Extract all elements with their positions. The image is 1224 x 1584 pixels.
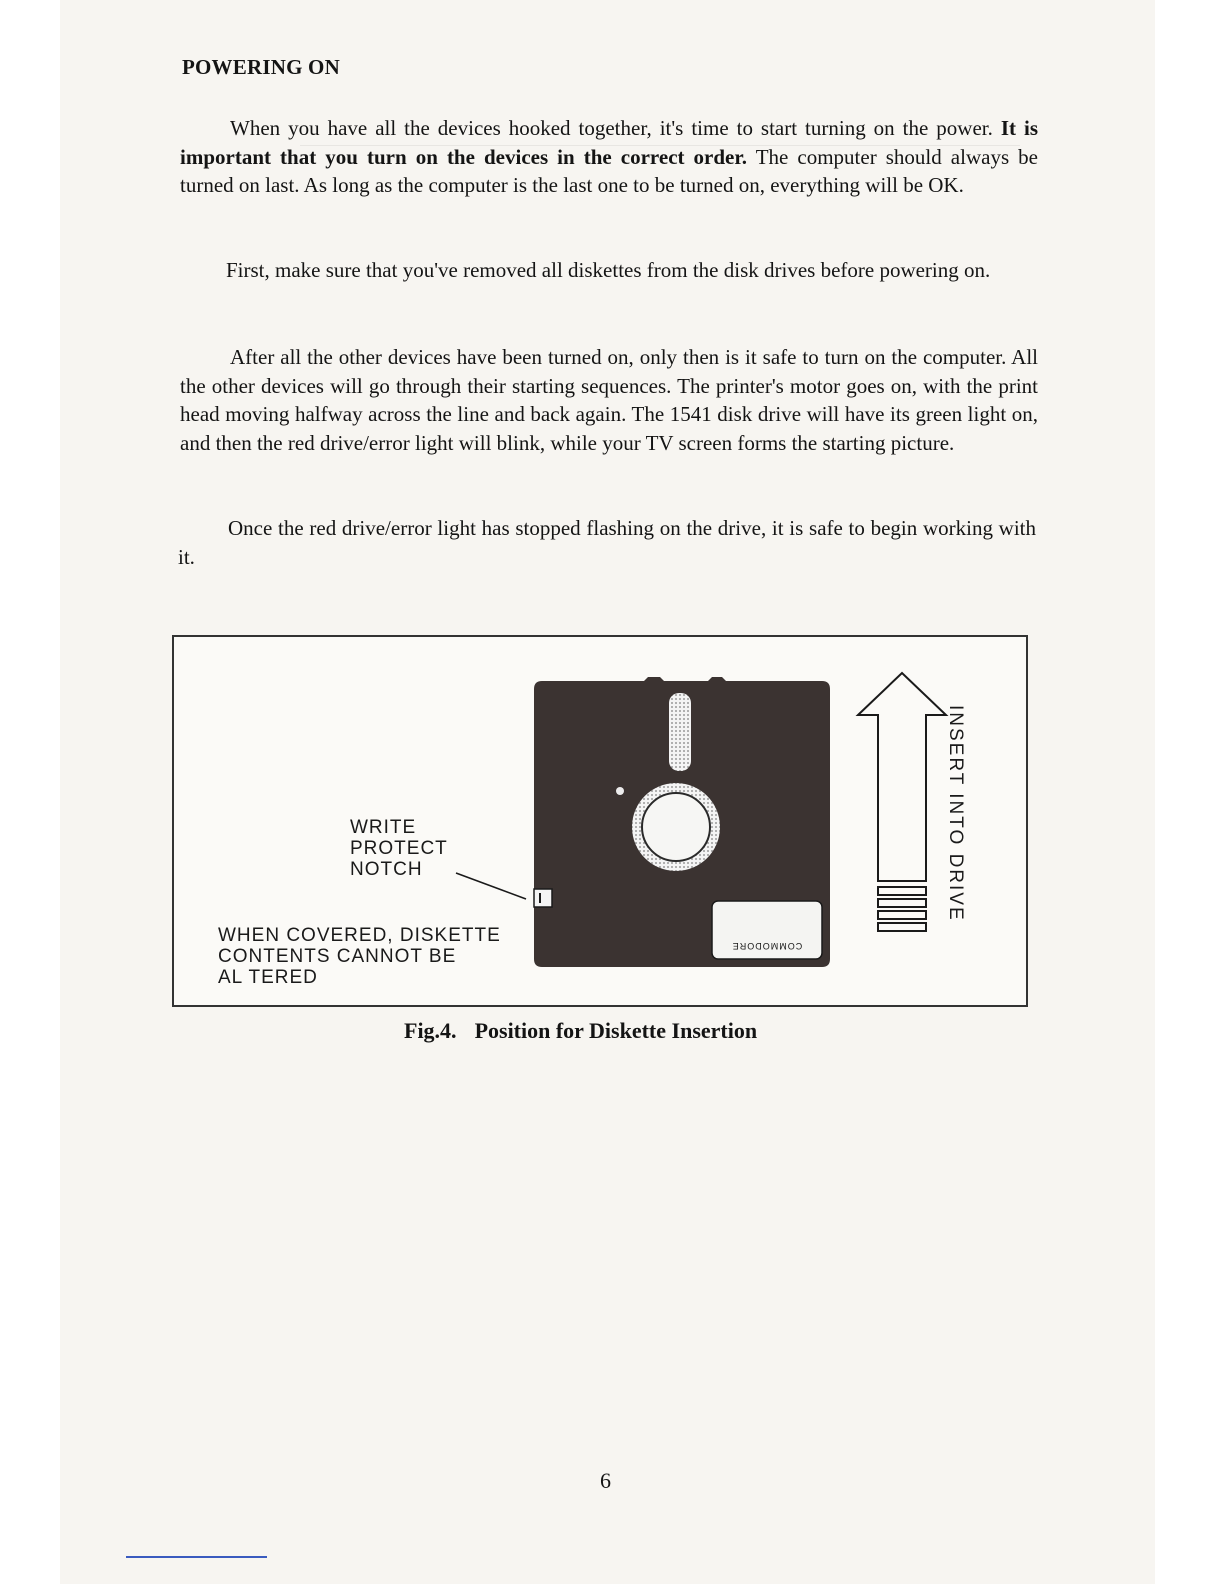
paragraph-power-order (180, 114, 1038, 200)
page-number: 6 (600, 1468, 611, 1493)
section-heading: POWERING ON (182, 55, 340, 79)
notch-pointer-line (456, 873, 526, 899)
paragraph-drive-ready: Once the red drive/error light has stopped flashing on the drive, it is safe to begin working with it. (178, 516, 1036, 569)
paragraph-text: The computer should always be turned on last. As long as the computer is the last one to be turned on, everything will be OK. (180, 144, 1038, 197)
insert-arrow-icon (858, 673, 946, 881)
paragraph-startup-sequence: After all the other devices have been turned on, only then is it safe to turn on the computer. All the other devices will go through their starting sequences. The printer's motor goes on, with the print head moving halfway across the line and back again. The 1541 disk drive will have its green light on, and then the red drive/error light will blink, while your TV screen forms the starting picture. (180, 345, 1038, 455)
insert-direction-label: INSERT INTO DRIVE (945, 705, 966, 922)
hub-opening (642, 793, 710, 861)
paragraph-remove-diskettes: First, make sure that you've removed all diskettes from the disk drives before powering on. (226, 258, 991, 282)
figure-title: Position for Diskette Insertion (474, 1018, 758, 1043)
diskette-figure (172, 635, 1028, 1007)
write-protect-notch (534, 889, 552, 907)
diskette-brand-text: COMMODORE (731, 941, 803, 951)
scan-mark (126, 1556, 267, 1558)
figure-caption (404, 1018, 775, 1044)
paragraph-text: When you have all the devices hooked together, it's time to start turning on the power. (230, 116, 1001, 140)
write-protect-label: WRITE PROTECT NOTCH (350, 817, 448, 880)
figure-number: Fig.4. (404, 1018, 457, 1043)
index-hole (616, 787, 624, 795)
emphasis-text: It is important that you turn on the devices in the correct order. (180, 116, 1038, 169)
covered-note-label: WHEN COVERED, DISKETTE CONTENTS CANNOT BE AL TERED (218, 925, 501, 988)
arrow-tail-bars (878, 887, 926, 931)
head-access-slot (669, 693, 691, 771)
